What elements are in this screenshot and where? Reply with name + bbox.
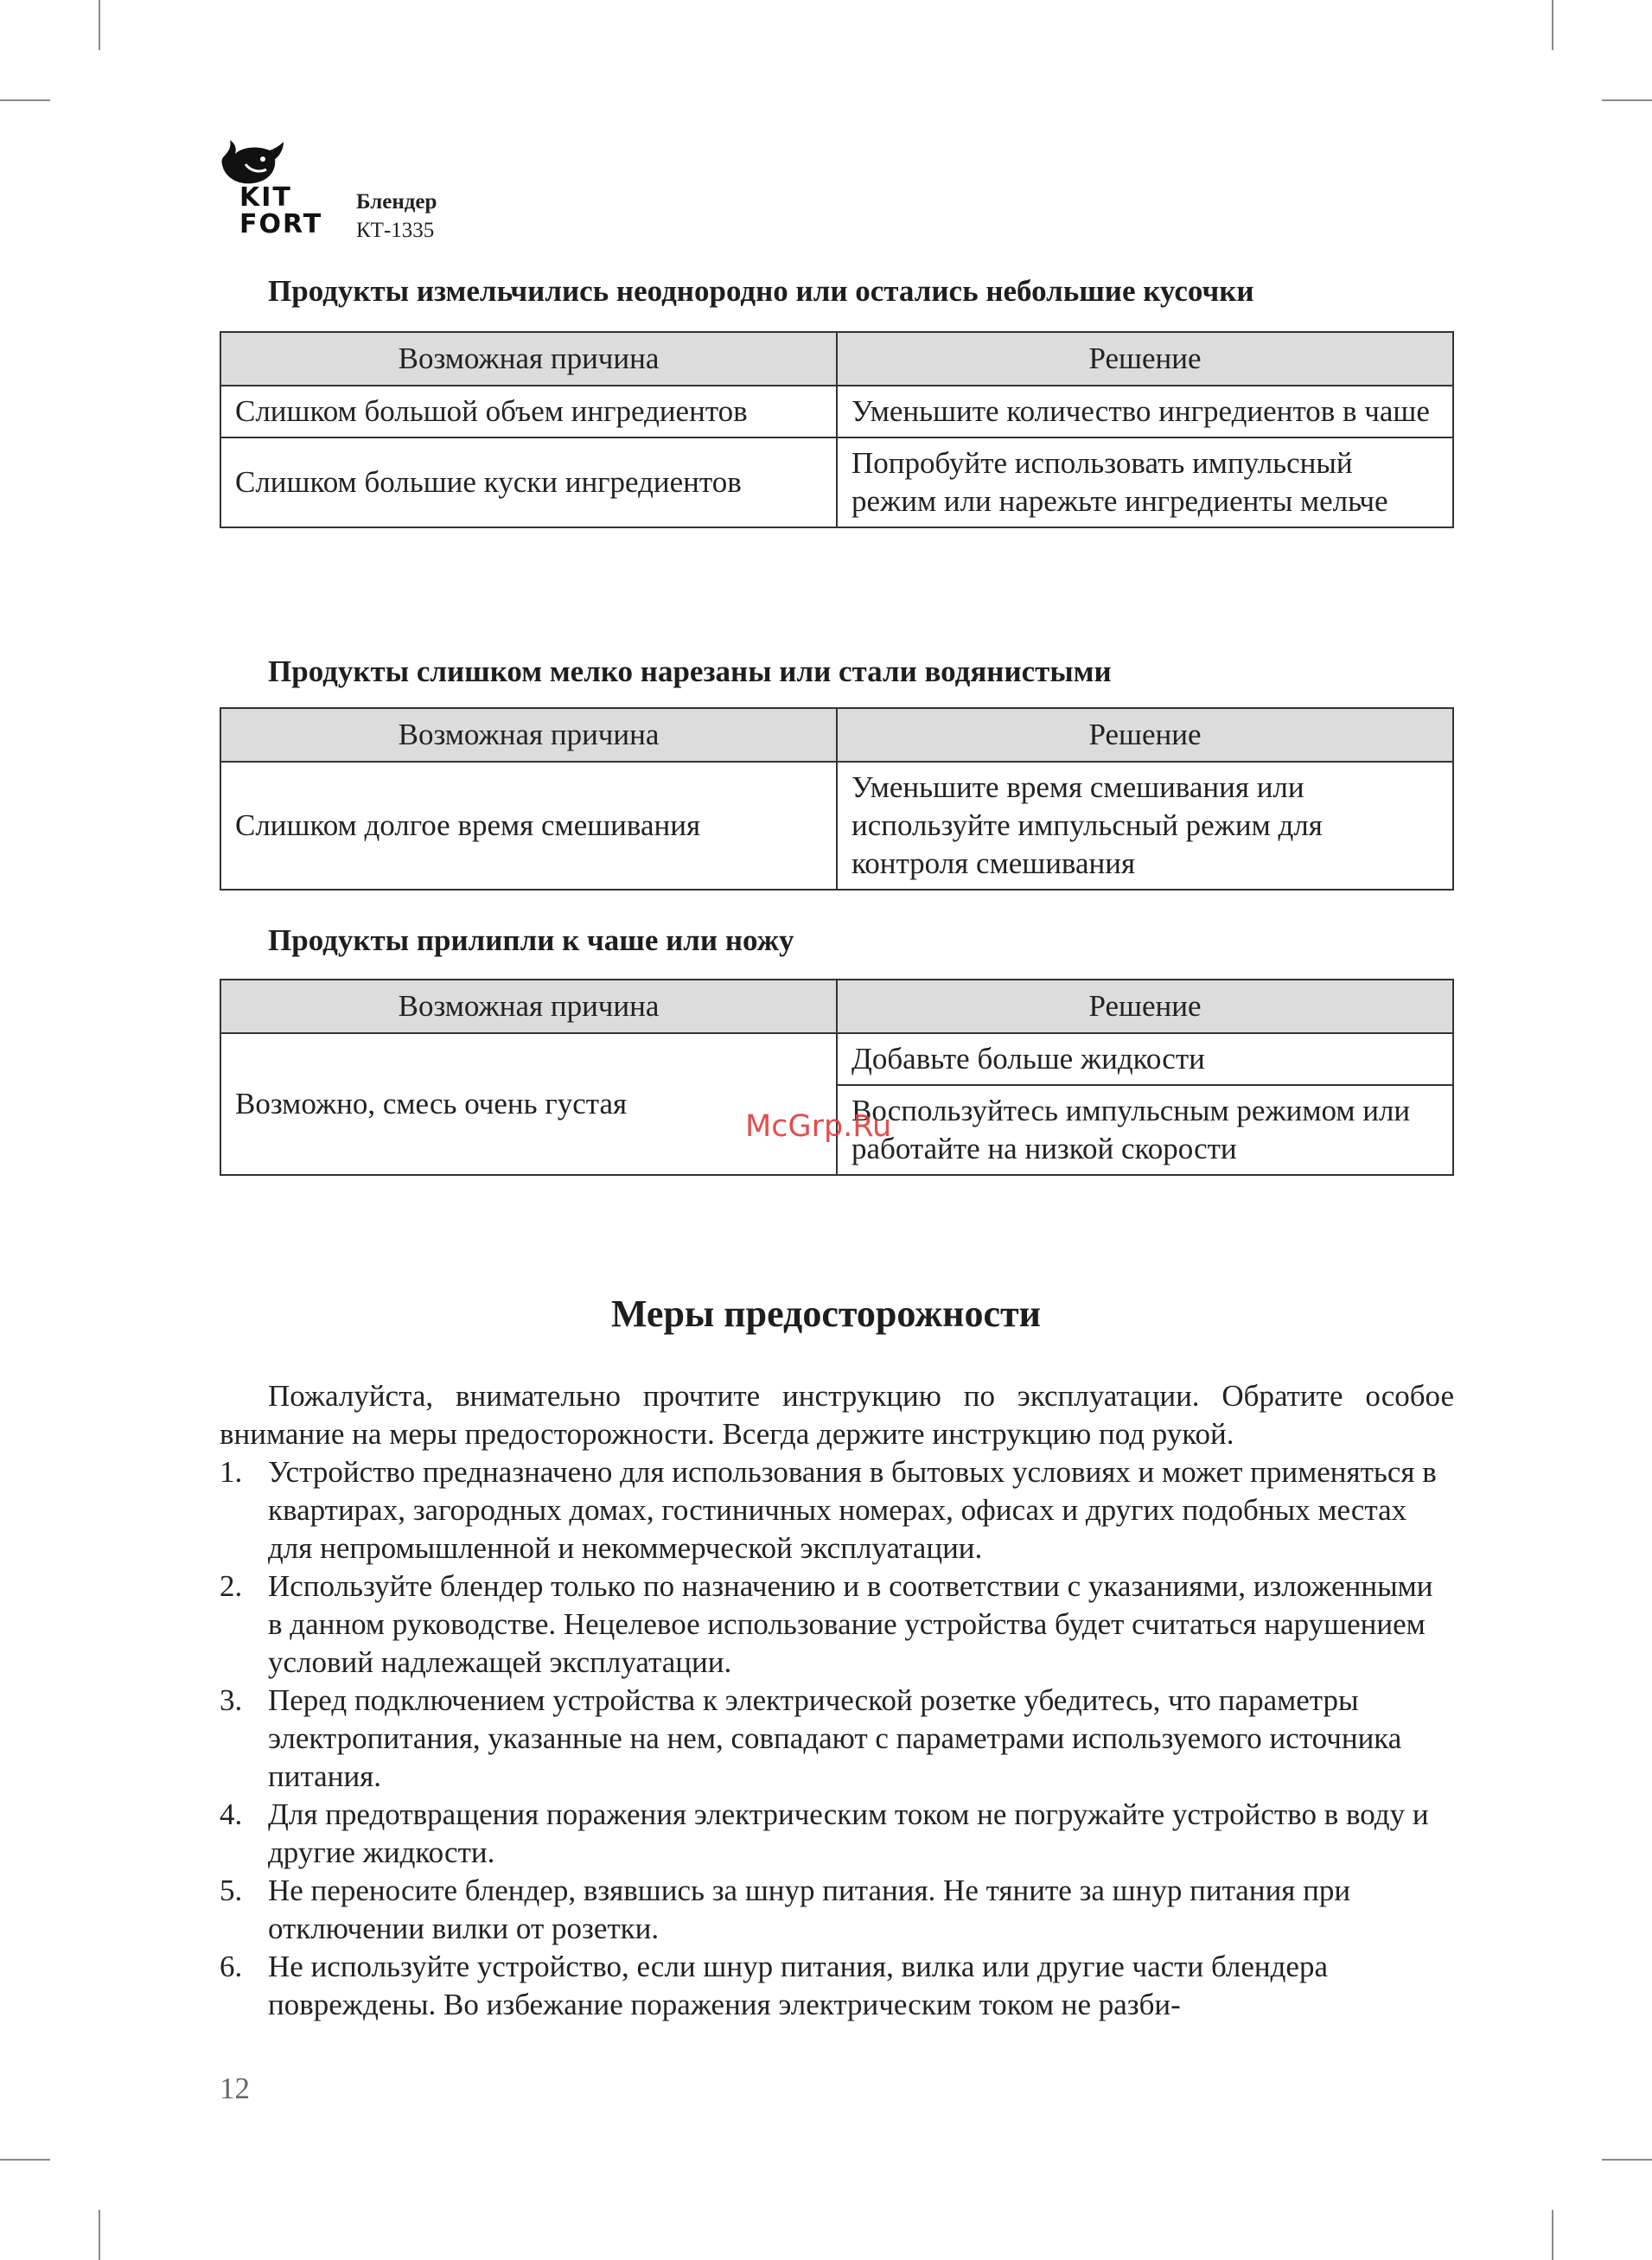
- table-header-row: [220, 708, 1453, 762]
- table-header-row: [220, 332, 1453, 386]
- solution-cell: Попробуйте использовать импульсный режим или нарежьте ингредиенты мельче: [837, 437, 1453, 527]
- list-item: [220, 1796, 1454, 1872]
- list-number: 6.: [220, 1950, 243, 1983]
- page-number: 12: [220, 2072, 250, 2105]
- product-model: КТ-1335: [356, 219, 435, 242]
- table-row: [220, 437, 1453, 527]
- solution-cell: Добавьте больше жидкости: [837, 1033, 1453, 1085]
- precautions-body: [220, 1377, 1454, 2024]
- crop-mark: [99, 2210, 100, 2260]
- cause-cell: Слишком большой объем ингредиентов: [220, 386, 837, 437]
- list-item-text: Перед подключением устройства к электрической розетке убедитесь, что параметры электропитания, указанные на нем, совпадают с параметрами используемого источника питания.: [268, 1683, 1402, 1793]
- column-header-cause: Возможная причина: [220, 708, 837, 762]
- solution-cell: Воспользуйтесь импульсным режимом или работайте на низкой скорости: [837, 1085, 1453, 1175]
- section-title: Продукты измельчились неоднородно или остались небольшие кусочки: [268, 274, 1254, 308]
- troubleshooting-table: [220, 331, 1454, 528]
- crop-mark: [99, 0, 100, 50]
- solution-cell: Уменьшите количество ингредиентов в чаше: [837, 386, 1453, 437]
- crop-mark: [1602, 99, 1652, 101]
- list-number: 5.: [220, 1874, 243, 1907]
- watermark: McGrp.Ru: [745, 1109, 892, 1144]
- list-number: 3.: [220, 1683, 243, 1717]
- section-title: Продукты слишком мелко нарезаны или стали водянистыми: [268, 654, 1112, 688]
- troubleshooting-table: [220, 979, 1454, 1176]
- crop-mark: [1552, 0, 1553, 50]
- column-header-solution: Решение: [837, 980, 1453, 1033]
- list-item: [220, 1872, 1454, 1948]
- troubleshooting-table: [220, 707, 1454, 891]
- crop-mark: [0, 99, 50, 101]
- product-info: [356, 188, 437, 245]
- list-item: [220, 1682, 1454, 1796]
- product-name: Блендер: [356, 190, 437, 214]
- precautions-list: [220, 1453, 1454, 2024]
- list-number: 1.: [220, 1455, 243, 1489]
- list-item-text: Не используйте устройство, если шнур питания, вилка или другие части блендера повреждены. Во избежание поражения электрическим током не разби-: [268, 1950, 1328, 2021]
- table-row: [220, 1033, 1453, 1085]
- list-item-text: Устройство предназначено для использования в бытовых условиях и может применяться в квартирах, загородных домах, гостиничных номерах, офисах и других подобных местах для непромышленной и некоммерческой эксплуатации.: [268, 1455, 1437, 1565]
- cause-cell: Слишком долгое время смешивания: [220, 762, 837, 890]
- logo-text: KIT FORT: [239, 182, 323, 239]
- list-number: 4.: [220, 1797, 243, 1831]
- column-header-solution: Решение: [837, 708, 1453, 762]
- list-item: [220, 1567, 1454, 1682]
- list-item-text: Используйте блендер только по назначению и в соответствии с указаниями, изложенными в данном руководстве. Нецелевое использование устройства будет считаться нарушением условий надлежащей эксплуатации.: [268, 1569, 1433, 1679]
- precautions-heading: Меры предосторожности: [610, 1293, 1042, 1335]
- column-header-solution: Решение: [837, 332, 1453, 386]
- table-header-row: [220, 980, 1453, 1033]
- table-row: [220, 762, 1453, 890]
- list-item: [220, 1948, 1454, 2024]
- table-row: [220, 386, 1453, 437]
- kitfort-logo: [216, 138, 328, 242]
- whale-icon: [220, 138, 285, 185]
- section-title: Продукты прилипли к чаше или ножу: [268, 923, 794, 957]
- crop-mark: [0, 2159, 50, 2161]
- list-number: 2.: [220, 1569, 243, 1603]
- intro-paragraph: Пожалуйста, внимательно прочтите инструкцию по эксплуатации. Обратите особое внимание на меры предосторожности. Всегда держите инструкцию под рукой.: [220, 1379, 1454, 1451]
- cause-cell: Слишком большие куски ингредиентов: [220, 437, 837, 527]
- page-header: [216, 138, 648, 242]
- column-header-cause: Возможная причина: [220, 980, 837, 1033]
- crop-mark: [1602, 2159, 1652, 2161]
- solution-cell: Уменьшите время смешивания или используйте импульсный режим для контроля смешивания: [837, 762, 1453, 890]
- list-item: [220, 1453, 1454, 1567]
- column-header-cause: Возможная причина: [220, 332, 837, 386]
- cause-cell: Возможно, смесь очень густая: [220, 1033, 837, 1175]
- crop-mark: [1552, 2210, 1553, 2260]
- list-item-text: Для предотвращения поражения электрическим током не погружайте устройство в воду и другие жидкости.: [268, 1797, 1429, 1869]
- list-item-text: Не переносите блендер, взявшись за шнур питания. Не тяните за шнур питания при отключении вилки от розетки.: [268, 1874, 1351, 1945]
